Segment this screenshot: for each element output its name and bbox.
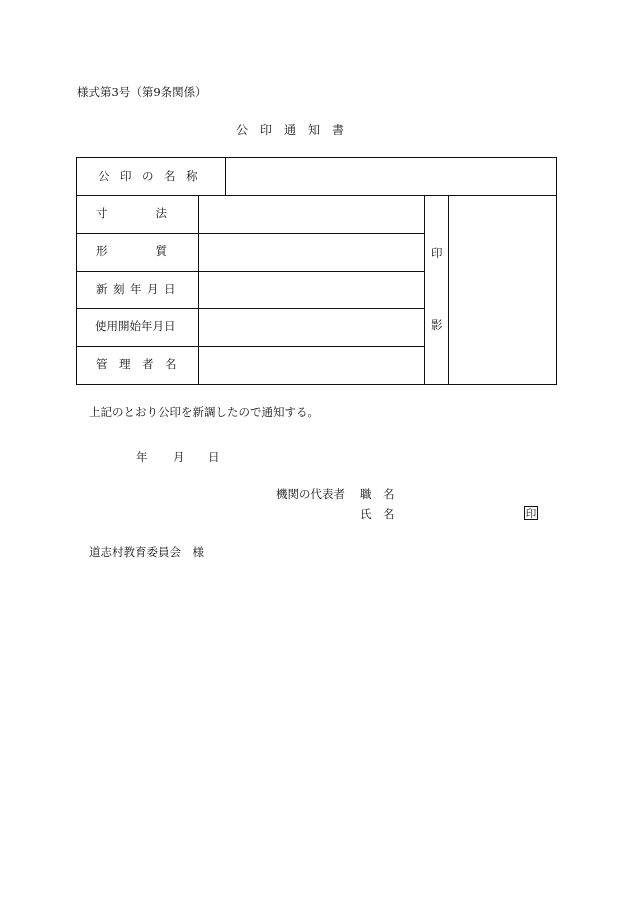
material-value xyxy=(199,234,424,271)
date-day: 日 xyxy=(208,450,220,464)
date-month: 月 xyxy=(173,450,185,464)
imprint-label-bottom: 影 xyxy=(431,318,443,332)
form-number: 様式第3号（第9条関係） xyxy=(77,85,207,99)
name-label: 氏 名 xyxy=(360,507,395,521)
start-date-label: 使用開始年月日 xyxy=(95,319,176,333)
start-date-value xyxy=(199,309,424,346)
size-label xyxy=(96,206,215,220)
representative-heading: 機関の代表者 xyxy=(276,487,345,501)
document-title: 公 印 通 知 書 xyxy=(236,123,345,137)
size-label-text: 寸法 xyxy=(96,206,215,220)
seal-imprint-area xyxy=(449,196,556,384)
seal-mark-text: 印 xyxy=(525,507,537,520)
imprint-label-top: 印 xyxy=(431,246,443,260)
engraving-date-label: 新刻年月日 xyxy=(96,282,181,296)
notice-statement: 上記のとおり公印を新調したので通知する。 xyxy=(89,405,319,419)
seal-name-label-text: 公印の名称 xyxy=(98,169,208,183)
seal-name-label xyxy=(98,171,206,183)
manager-name-label: 管理者名 xyxy=(96,357,188,371)
addressee: 道志村教育委員会 様 xyxy=(89,545,204,559)
seal-mark-icon xyxy=(524,506,538,520)
size-value xyxy=(199,196,424,233)
engraving-date-value xyxy=(199,272,424,308)
manager-name-value xyxy=(199,347,424,384)
material-label-text: 形質 xyxy=(96,244,215,258)
material-label xyxy=(96,244,215,258)
seal-name-value xyxy=(226,158,556,195)
position-label: 職 名 xyxy=(360,487,395,501)
date-year: 年 xyxy=(136,450,148,464)
